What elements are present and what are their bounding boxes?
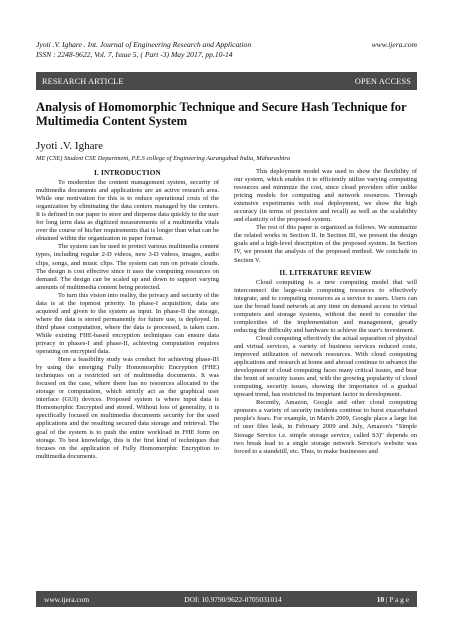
paragraph: Cloud computing is a new computing model that will interconnect the large-scale computing resources to effectively integrate, and to computing resources as a service to users. Users can use the broad band network at any time on demand access to virtual computers and storage systems, without the need to consider the complexities of the implementation and management, greatly reducing the difficulty and hardware to achieve the user's investment. bbox=[234, 278, 417, 334]
paragraph: To turn this vision into reality, the privacy and security of the data is at the topmost priority. In phase-I acquisition, data are acquired and given to the system as input. In phase-II the storage, where the data is stored permanently for future use, is deployed. In third phase computation, where the data is processed, is taken care. While existing FHE-based encryption techniques can ensure data privacy in phases-I and phase-II, achieving computation requires operating on encrypted data. bbox=[36, 291, 219, 356]
journal-citation: Jyoti .V. Ighare . Int. Journal of Engineering Research and Application bbox=[36, 40, 252, 49]
paragraph: The rest of this paper is organized as follows. We summarize the related works in Section II. In Section III, we present the design goals and a high-level description of the proposed system. In Section IV, we present the analysis of the proposed method. We conclude in Section V. bbox=[234, 224, 417, 264]
page-number bbox=[377, 595, 409, 604]
journal-url[interactable]: www.ijera.com bbox=[371, 40, 417, 49]
page-number-value: 10 bbox=[376, 594, 385, 604]
paragraph: The system can be used to protect various multimedia content types, including regular 2-D videos, new 3-D videos, images, audio clips, songs, and music clips. The system can run on private clouds. The design is cost effective since it uses the computing resources on demand. The design can be scaled up and down to support varying amounts of multimedia content being protected. bbox=[36, 243, 219, 291]
paragraph: Recently, Amazon, Google and other cloud computing sponsors a variety of security incidents continue to burst exacerbated people's fears. For example, in March 2009, Google place a large list of user files leak, in February 2009 and July, Amazon's "Simple Storage Service i.e. simple storage service, called S3)" depends on two break lead to a single storage network Service's website was forced to a standstill, etc. Thus, to make businesses and bbox=[234, 399, 417, 455]
journal-issn: ISSN : 2248-9622, Vol. 7, Issue 5, ( Part -3) May 2017, pp.10-14 bbox=[36, 50, 233, 59]
left-column bbox=[36, 168, 219, 580]
article-type: RESEARCH ARTICLE bbox=[42, 76, 124, 86]
paragraph: Here a feasibility study was conduct for achieving phase-III by using the emerging Fully Homomorphic Encryption (FHE) techniques on a restricted set of multimedia documents. It was focused on the case, where there has no resources allocated to the storage or computation, which strictly act as the graphical user interface (GUI) devices. Proposed system is where input data is Homomorphic Encrypted and stored. Without loss of generality, it is specifically focused on multimedia documents security for the used applications and the resulting secured data storage and retrieval. The goal of the system is to push the entire workload in FHE form on storage. To best knowledge, this is the first kind of techniques that focuses on the application of Fully Homomorphic Encryption to multimedia documents. bbox=[36, 356, 219, 460]
section-heading-literature-review: II. LITERATURE REVIEW bbox=[279, 268, 372, 277]
page-footer bbox=[36, 591, 417, 607]
paragraph: This deployment model was used to show the flexibility of our system, which enables it to efficiently utilize varying computing resources and minimize the cost, since cloud providers offer unlike pricing models for computing and network resources. Through extensive experiments with real deployment, we show the high accuracy (in terms of precision and recall) as well as the scalability and elasticity of the proposed system. bbox=[234, 168, 417, 224]
paragraph: Cloud computing effectively the actual separation of physical and virtual services, a variety of business services reduced costs, improved utilization of network resources. With cloud computing applications and research at home and abroad continue to advance the development of cloud computing faces many critical issues, and bear the brunt of security issues and, with the growing popularity of cloud computing, security issues, showing the importance of a gradual upward trend, has restricted its important factor in development. bbox=[234, 334, 417, 399]
footer-doi: DOI: 10.9790/9622-0705031014 bbox=[184, 594, 282, 604]
author-name: Jyoti .V. Ighare bbox=[36, 140, 104, 152]
access-badge: OPEN ACCESS bbox=[354, 76, 411, 86]
section-heading-introduction: I. INTRODUCTION bbox=[94, 169, 161, 177]
journal-header bbox=[36, 40, 417, 60]
page-label: | P a g e bbox=[384, 594, 409, 604]
right-column bbox=[234, 168, 417, 580]
author-affiliation: ME (CSE) Student CSE Department, P.E.S college of Engineering Aurangabad India, Maharashtra bbox=[36, 155, 291, 162]
paragraph: To modernize the content management system, security of multimedia documents and applications are an active research area. While one motivation for this is to reduce operational costs of the organization by eliminating the data centers managed by the centers. It is defined in our paper to store and dispense data quickly to the user for long term data as digitized measurements of a multimedia vitals over the course of his/her requirements that is longer than what can be obtained within the organization in paper format. bbox=[36, 179, 219, 243]
article-banner bbox=[36, 72, 417, 90]
footer-url[interactable]: www.ijera.com bbox=[44, 594, 90, 604]
paper-title: Analysis of Homomorphic Technique and Secure Hash Technique for Multimedia Content System bbox=[36, 100, 407, 128]
